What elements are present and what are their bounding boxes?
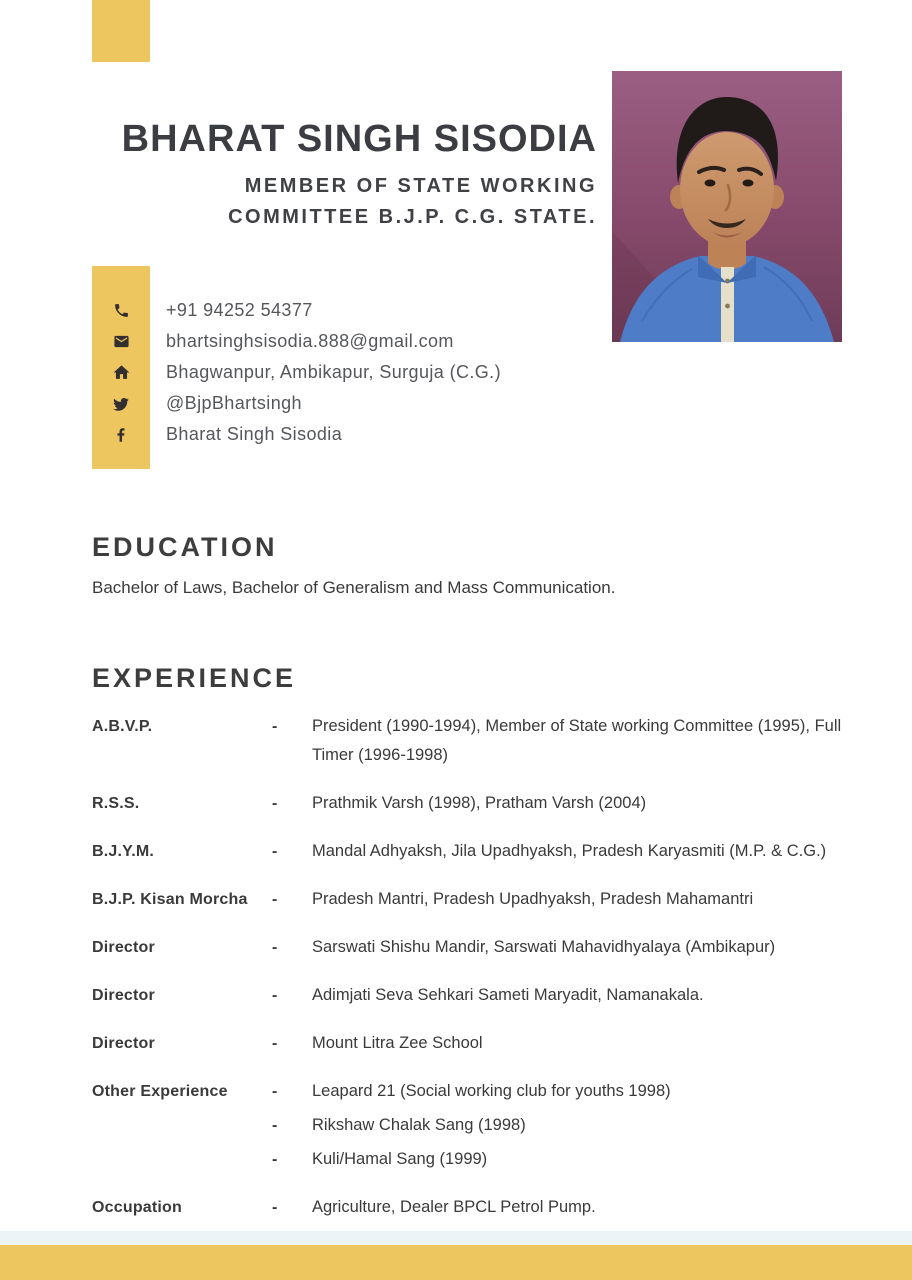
education-text: Bachelor of Laws, Bachelor of Generalism and Mass Communication. [92, 578, 616, 597]
experience-label: A.B.V.P. [92, 718, 153, 735]
phone-icon [92, 302, 150, 319]
experience-row [92, 789, 854, 818]
person-title-line2: COMMITTEE B.J.P. C.G. STATE. [228, 206, 597, 228]
experience-line [92, 1145, 854, 1174]
dash-separator: - [272, 939, 278, 956]
experience-line [92, 1193, 854, 1222]
portrait-photo [612, 71, 842, 342]
contact-text: @BjpBhartsingh [166, 393, 302, 413]
experience-line [92, 837, 854, 866]
dash-separator: - [272, 987, 278, 1004]
experience-description: Sarswati Shishu Mandir, Sarswati Mahavidhyalaya (Ambikapur) [312, 938, 776, 956]
experience-row [92, 885, 854, 914]
experience-row [92, 933, 854, 962]
person-title [122, 171, 597, 233]
home-icon [92, 363, 150, 382]
twitter-icon [92, 395, 150, 413]
experience-label [92, 1145, 272, 1174]
experience-description: Leapard 21 (Social working club for youths 1998) [312, 1082, 671, 1100]
experience-label: B.J.P. Kisan Morcha [92, 891, 248, 908]
experience-description: Kuli/Hamal Sang (1999) [312, 1150, 488, 1168]
contact-list [92, 295, 501, 450]
contact-row [92, 295, 501, 326]
contact-text: bhartsinghsisodia.888@gmail.com [166, 331, 454, 351]
contact-row [92, 326, 501, 357]
person-title-line1: MEMBER OF STATE WORKING [244, 175, 597, 197]
dash-separator: - [272, 718, 278, 735]
experience-description: President (1990-1994), Member of State working Committee (1995), Full Timer (1996-1998) [312, 717, 842, 764]
experience-description: Pradesh Mantri, Pradesh Upadhyaksh, Pradesh Mahamantri [312, 890, 754, 908]
experience-line [92, 1111, 854, 1140]
dash-separator: - [272, 843, 278, 860]
dash-separator: - [272, 891, 278, 908]
experience-line [92, 885, 854, 914]
experience-label: Occupation [92, 1199, 183, 1216]
experience-label: Other Experience [92, 1083, 228, 1100]
experience-label: B.J.Y.M. [92, 843, 155, 860]
contact-text: Bharat Singh Sisodia [166, 424, 343, 444]
footer-light-band [0, 1231, 912, 1245]
portrait-photo-illustration [612, 71, 842, 342]
experience-label: R.S.S. [92, 795, 140, 812]
contact-row [92, 388, 501, 419]
dash-separator: - [272, 1199, 278, 1216]
experience-row [92, 981, 854, 1010]
dash-separator: - [272, 1151, 278, 1168]
experience-table [92, 712, 854, 1241]
experience-label [92, 1111, 272, 1140]
experience-label: Director [92, 1035, 155, 1052]
contact-text: Bhagwanpur, Ambikapur, Surguja (C.G.) [166, 362, 501, 382]
experience-row [92, 837, 854, 866]
experience-description: Mount Litra Zee School [312, 1034, 483, 1052]
dash-separator: - [272, 1117, 278, 1134]
experience-description: Agriculture, Dealer BPCL Petrol Pump. [312, 1198, 596, 1216]
experience-line [92, 712, 854, 770]
footer-yellow-bar [0, 1245, 912, 1280]
facebook-icon [92, 426, 150, 444]
experience-description: Adimjati Seva Sehkari Sameti Maryadit, Namanakala. [312, 986, 704, 1004]
header [122, 118, 597, 233]
experience-row [92, 712, 854, 770]
experience-label: Director [92, 939, 155, 956]
mail-icon [92, 333, 150, 350]
experience-description: Mandal Adhyaksh, Jila Upadhyaksh, Pradesh Karyasmiti (M.P. & C.G.) [312, 842, 827, 860]
experience-row [92, 1077, 854, 1174]
experience-row [92, 1029, 854, 1058]
experience-description: Prathmik Varsh (1998), Pratham Varsh (2004) [312, 794, 647, 812]
experience-line [92, 981, 854, 1010]
experience-line [92, 789, 854, 818]
experience-description: Rikshaw Chalak Sang (1998) [312, 1116, 526, 1134]
dash-separator: - [272, 1083, 278, 1100]
contact-row [92, 357, 501, 388]
experience-heading: EXPERIENCE [92, 663, 297, 693]
experience-label: Director [92, 987, 155, 1004]
dash-separator: - [272, 795, 278, 812]
dash-separator: - [272, 1035, 278, 1052]
contact-row [92, 419, 501, 450]
contact-text: +91 94252 54377 [166, 300, 313, 320]
person-name: BHARAT SINGH SISODIA [121, 118, 597, 160]
experience-line [92, 1077, 854, 1106]
experience-row [92, 1193, 854, 1222]
education-heading: EDUCATION [92, 532, 278, 562]
experience-line [92, 933, 854, 962]
experience-line [92, 1029, 854, 1058]
decorative-yellow-square [92, 0, 150, 62]
